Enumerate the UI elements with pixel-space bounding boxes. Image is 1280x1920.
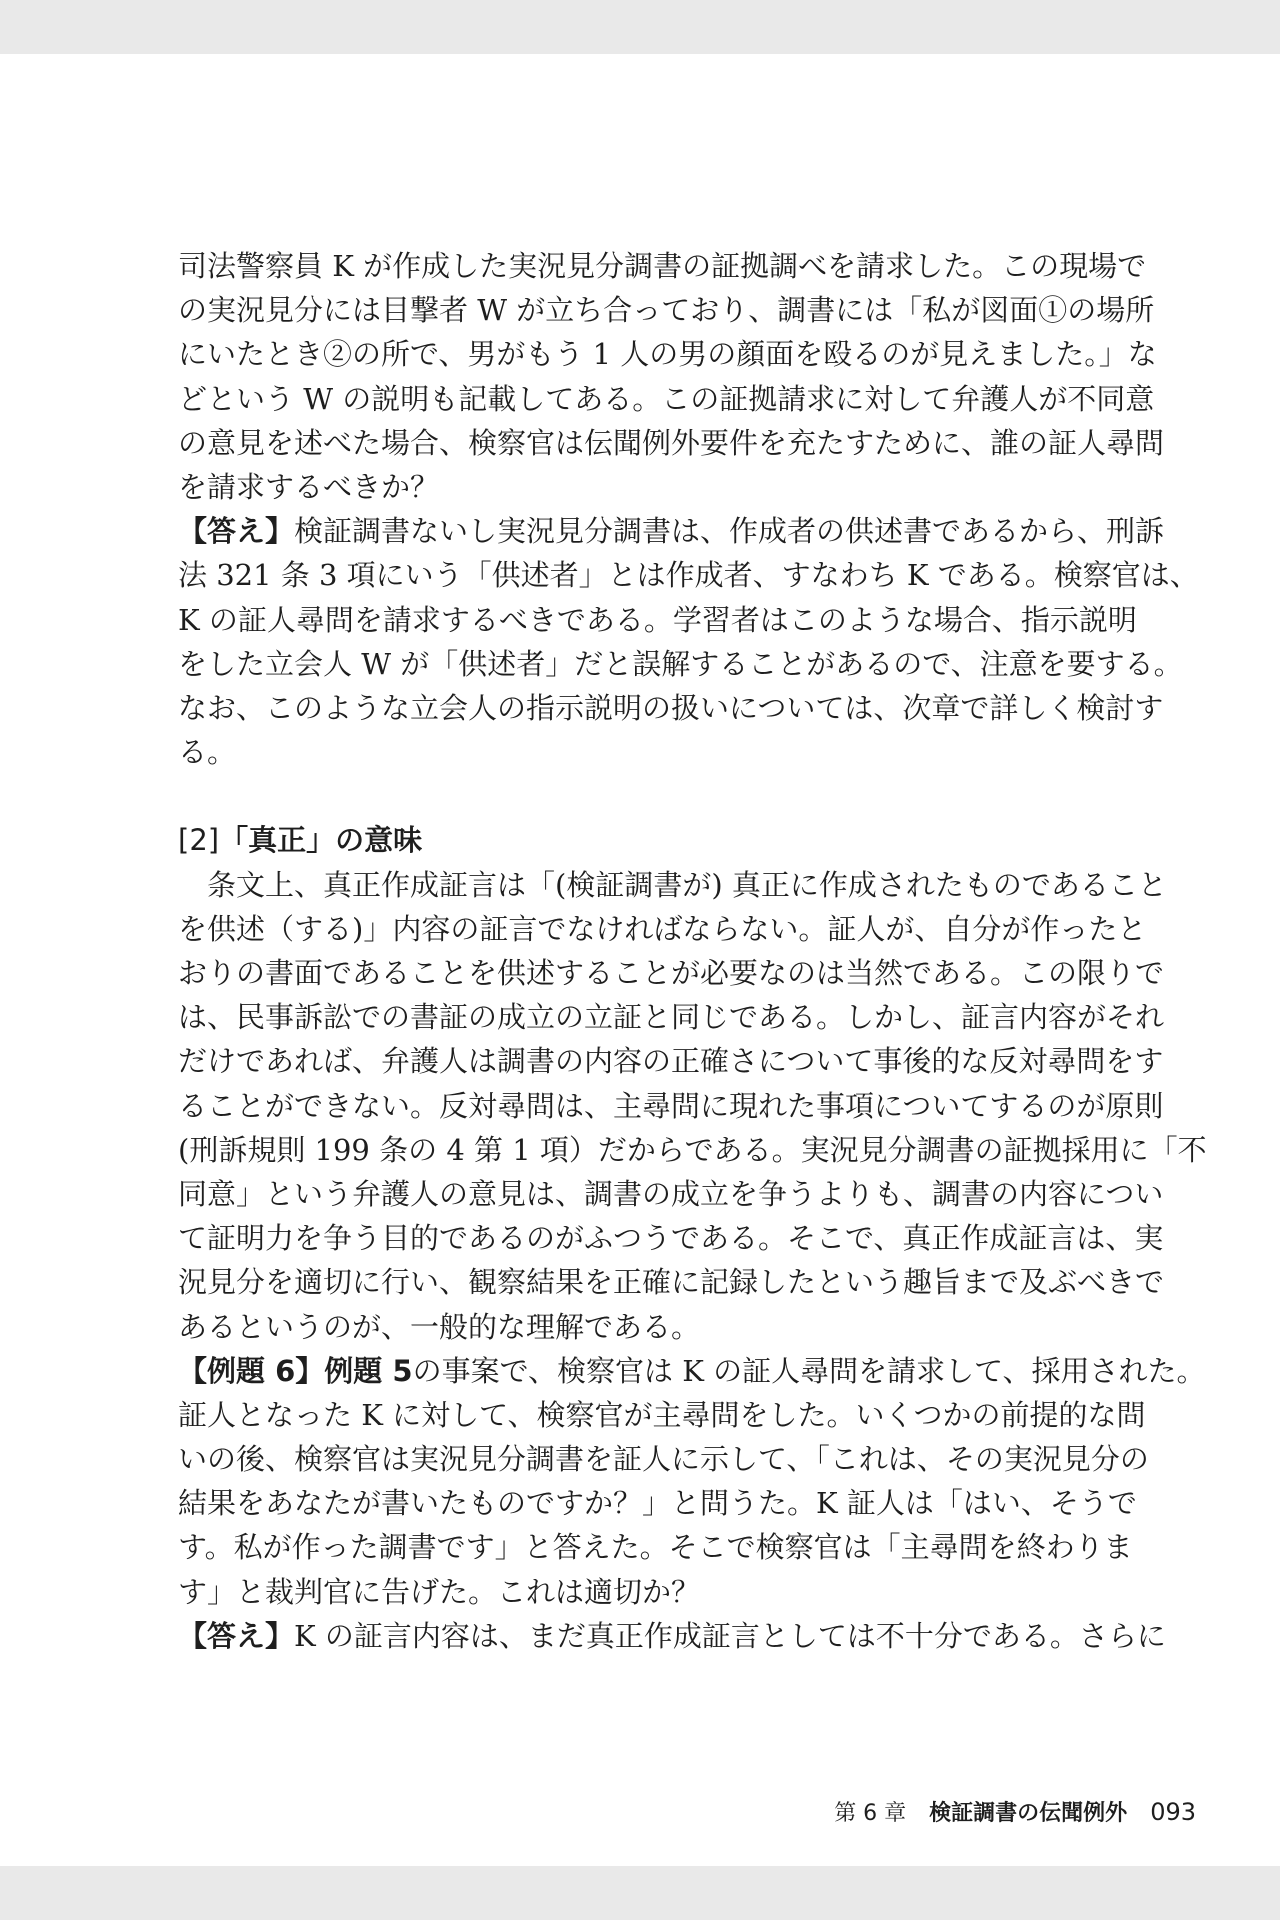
section-line: あるというのが、一般的な理解である。 <box>178 1309 701 1344</box>
section-line: (刑訴規則 199 条の 4 第 1 項）だからである。実況見分調書の証拠採用に「不 <box>178 1132 1207 1167</box>
example-line <box>178 1349 1206 1393</box>
paragraph-line: 司法警察員 K が作成した実況見分調書の証拠調べを請求した。この現場で <box>178 249 1147 283</box>
paragraph-line: の意見を述べた場合、検察官は伝聞例外要件を充たすために、誰の証人尋問 <box>178 425 1165 460</box>
paragraph-line: にいたとき②の所で、男がもう 1 人の男の顔面を殴るのが見えました。」な <box>178 337 1157 372</box>
section-number: [2] <box>178 823 220 858</box>
body-text <box>178 244 1207 1658</box>
example-text: の事案で、検察官は K の証人尋問を請求して、採用された。 <box>412 1353 1206 1388</box>
section-line: だけであれば、弁護人は調書の内容の正確さについて事後的な反対尋問をす <box>178 1044 1164 1079</box>
example-line: いの後、検察官は実況見分調書を証人に示して、「これは、その実況見分の <box>178 1442 1149 1477</box>
running-footer <box>834 1796 1196 1827</box>
section-heading <box>178 818 1138 862</box>
example-label: 【例題 6】例題 5 <box>178 1353 413 1388</box>
answer-text: K の証言内容は、まだ真正作成証言としては不十分である。さらに <box>294 1618 1166 1653</box>
answer-line: 法 321 条 3 項にいう「供述者」とは作成者、すなわち K である。検察官は、 <box>178 558 1199 593</box>
answer-line: なお、このような立会人の指示説明の扱いについては、次章で詳しく検討す <box>178 690 1164 725</box>
section-spacer <box>178 774 1138 818</box>
page <box>0 54 1280 1866</box>
page-number: 093 <box>1150 1798 1196 1826</box>
answer-text: 検証調書ないし実況見分調書は、作成者の供述書であるから、刑訴 <box>294 514 1165 549</box>
example-line: す」と裁判官に告げた。これは適切か？ <box>178 1574 701 1609</box>
section-title: 「真正」の意味 <box>219 823 423 858</box>
footer-chapter: 第 6 章 <box>834 1801 907 1826</box>
answer-line: K の証人尋問を請求するべきである。学習者はこのような場合、指示説明 <box>178 602 1137 637</box>
example-line: 結果をあなたが書いたものですか？」と問うた。K 証人は「はい、そうで <box>178 1486 1137 1521</box>
section-line: 況見分を適切に行い、観察結果を正確に記録したという趣旨まで及ぶべきで <box>178 1265 1165 1300</box>
paragraph-line: どという W の説明も記載してある。この証拠請求に対して弁護人が不同意 <box>178 381 1155 416</box>
answer-line: をした立会人 W が「供述者」だと誤解することがあるので、注意を要する。 <box>178 646 1183 681</box>
section-line: 同意」という弁護人の意見は、調書の成立を争うよりも、調書の内容につい <box>178 1176 1164 1211</box>
example-line: 証人となった K に対して、検察官が主尋問をした。いくつかの前提的な問 <box>178 1397 1146 1432</box>
answer-label: 【答え】 <box>178 1618 295 1653</box>
section-line: を供述（する)」内容の証言でなければならない。証人が、自分が作ったと <box>178 911 1147 946</box>
answer-line <box>178 509 1165 553</box>
section-line: おりの書面であることを供述することが必要なのは当然である。この限りで <box>178 956 1165 990</box>
section-line: ることができない。反対尋問は、主尋問に現れた事項についてするのが原則 <box>178 1088 1164 1123</box>
paragraph-line: を請求するべきか？ <box>178 469 440 504</box>
answer-label: 【答え】 <box>178 514 295 549</box>
section-line: て証明力を争う目的であるのがふつうである。そこで、真正作成証言は、実 <box>178 1221 1164 1256</box>
answer-line: る。 <box>178 735 237 770</box>
answer-line <box>178 1614 1166 1658</box>
section-line: 条文上、真正作成証言は「(検証調書が) 真正に作成されたものであること <box>178 867 1167 902</box>
example-line: す。私が作った調書です」と答えた。そこで検察官は「主尋問を終わりま <box>178 1530 1133 1565</box>
footer-chapter-title: 検証調書の伝聞例外 <box>929 1801 1128 1826</box>
paragraph-line: の実況見分には目撃者 W が立ち合っており、調書には「私が図面①の場所 <box>178 293 1155 328</box>
section-line: は、民事訴訟での書証の成立の立証と同じである。しかし、証言内容がそれ <box>178 1000 1165 1035</box>
